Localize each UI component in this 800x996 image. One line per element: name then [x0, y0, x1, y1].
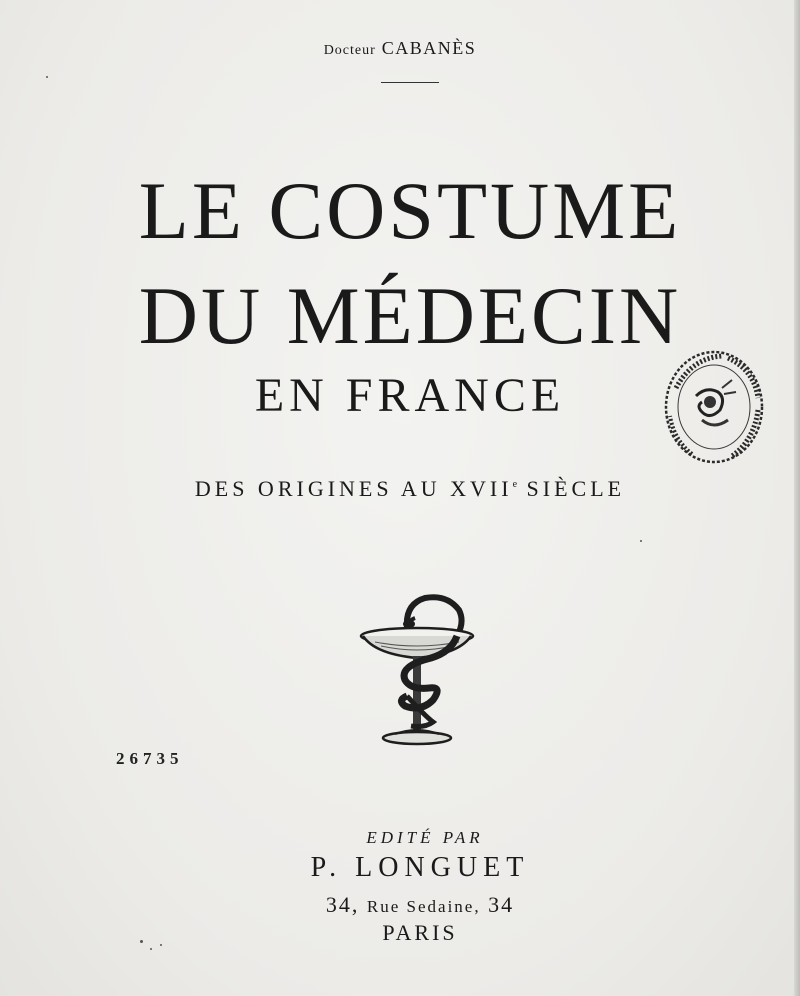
- publisher-name: P. LONGUET: [310, 852, 530, 883]
- publisher-address: [20, 892, 800, 918]
- subtitle: [10, 476, 800, 502]
- author-prefix: Docteur: [323, 43, 376, 58]
- author-divider: [381, 82, 439, 83]
- address-number-2: 34: [488, 892, 515, 917]
- caduceus-cup-serpent-icon: [355, 588, 479, 752]
- subtitle-text: DES ORIGINES AU XVII: [194, 476, 513, 501]
- author-line: [0, 38, 800, 59]
- edited-by: EDITÉ PAR: [366, 828, 484, 847]
- title-line-3: EN FRANCE: [254, 369, 566, 422]
- address-street: Rue Sedaine,: [366, 897, 481, 916]
- title-line-1: LE COSTUME: [138, 165, 682, 256]
- shelf-number: 26735: [116, 749, 184, 768]
- paper-speck: [160, 944, 162, 946]
- paper-speck: [46, 76, 48, 78]
- author-name: CABANÈS: [381, 38, 477, 58]
- paper-speck: [640, 540, 642, 542]
- title-line-2: DU MÉDECIN: [138, 270, 682, 361]
- library-stamp-icon: [662, 348, 766, 466]
- publisher-city: PARIS: [382, 920, 458, 945]
- subtitle-superscript: e: [512, 479, 518, 490]
- address-number: 34,: [325, 892, 360, 917]
- subtitle-suffix: SIÈCLE: [517, 476, 626, 501]
- paper-speck: [150, 948, 152, 950]
- paper-speck: [140, 940, 143, 943]
